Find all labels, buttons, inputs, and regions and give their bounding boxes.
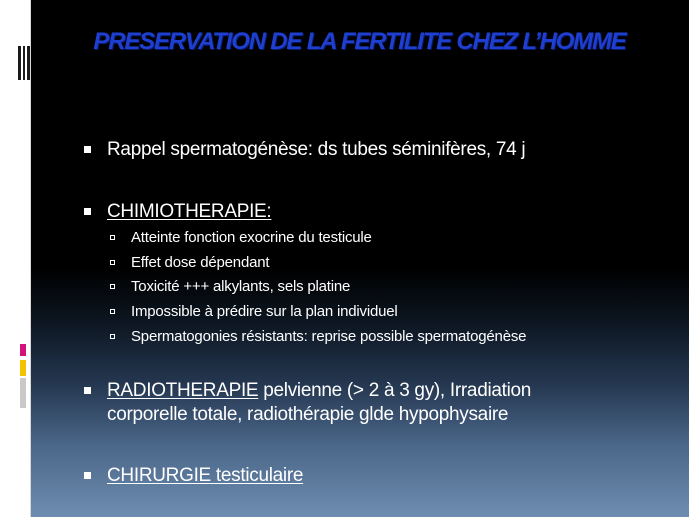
bullet-heading: CHIMIOTHERAPIE: <box>107 201 272 222</box>
sub-item <box>131 303 398 321</box>
square-bullet-icon <box>84 472 91 479</box>
hollow-square-bullet-icon <box>110 235 115 240</box>
sub-item-text: Effet dose dépendant <box>131 254 270 271</box>
sub-item <box>131 278 350 296</box>
bullet-chirurgie <box>107 465 303 487</box>
bullet-text: testiculaire <box>210 465 304 486</box>
bullet-text: pelvienne (> 2 à 3 gy), Irradiation <box>258 380 532 401</box>
sub-item <box>131 229 372 247</box>
sub-item-text: Toxicité +++ alkylants, sels platine <box>131 278 351 295</box>
square-bullet-icon <box>84 208 91 215</box>
square-bullet-icon <box>84 146 91 153</box>
bullet-heading: RADIOTHERAPIE <box>107 380 259 401</box>
sub-item <box>131 254 269 272</box>
hollow-square-bullet-icon <box>110 309 115 314</box>
bullet-radiotherapie-line2 <box>107 404 508 426</box>
bullet-text: corporelle totale, radiothérapie glde hypophysaire <box>107 404 509 425</box>
slide-title: PRESERVATION DE LA FERTILITE CHEZ L’HOMME <box>93 28 626 55</box>
hollow-square-bullet-icon <box>110 260 115 265</box>
sub-item <box>131 328 526 346</box>
bullet-radiotherapie <box>107 380 531 402</box>
bullet-spermatogenese <box>107 139 525 161</box>
hollow-square-bullet-icon <box>110 334 115 339</box>
sub-item-text: Impossible à prédire sur la plan individuel <box>131 303 398 320</box>
bullet-heading: CHIRURGIE <box>107 465 211 486</box>
square-bullet-icon <box>84 387 91 394</box>
sub-item-text: Spermatogonies résistants: reprise possible spermatogénèse <box>131 328 527 345</box>
sub-item-text: Atteinte fonction exocrine du testicule <box>131 229 372 246</box>
bullet-text: Rappel spermatogénèse: ds tubes séminifères, 74 j <box>107 139 526 160</box>
hollow-square-bullet-icon <box>110 284 115 289</box>
bullet-chimiotherapie <box>107 201 271 223</box>
